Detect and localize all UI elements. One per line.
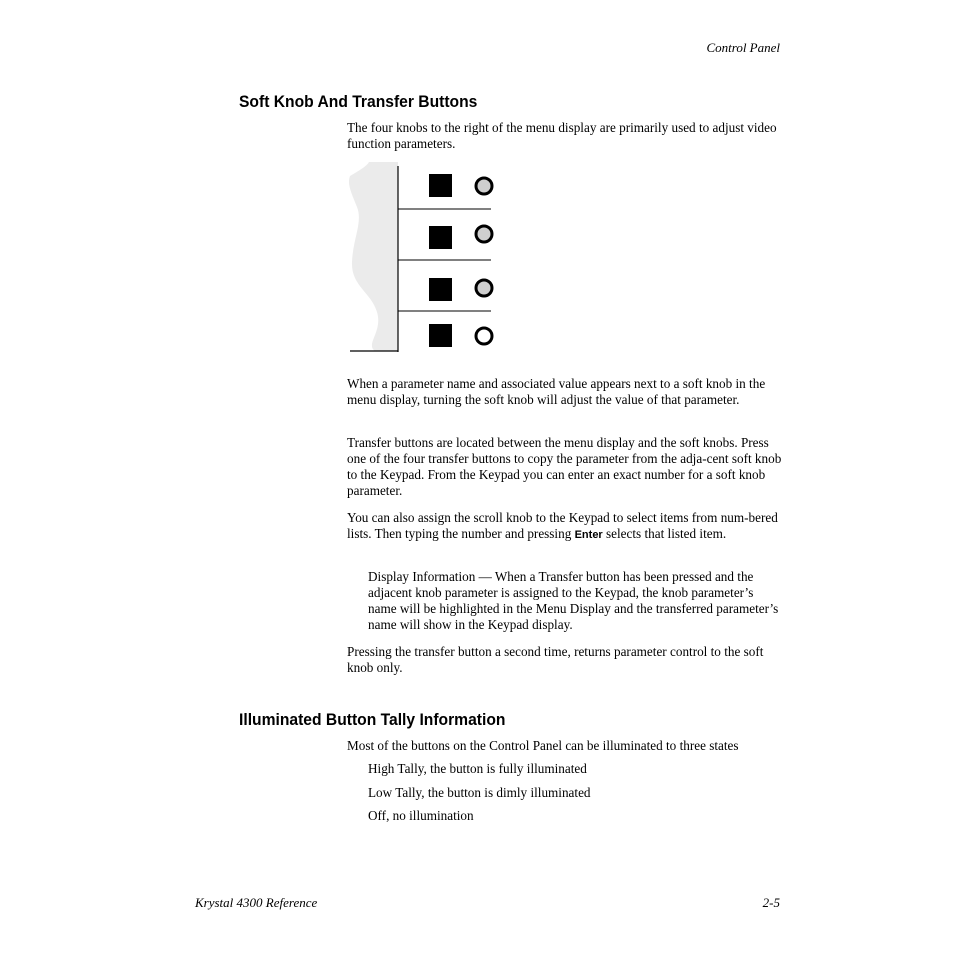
section-heading-soft-knob: Soft Knob And Transfer Buttons [239, 92, 478, 111]
transfer-button [429, 226, 452, 249]
page-number: 2-5 [762, 895, 780, 910]
enter-key-label: Enter [574, 529, 603, 541]
soft-knob-icon [476, 328, 492, 344]
scroll-knob-text-after: selects that listed item. [602, 526, 727, 541]
paragraph-transfer-buttons: Transfer buttons are located between the menu display and the soft knobs. Press one of the four transfer buttons to copy the parameter from the adja-cent soft knob to the Keypad. From the Keypad you can enter an exact number for a soft knob parameter. [347, 435, 782, 498]
display-information-note: Display Information — When a Transfer button has been pressed and the adjacent knob parameter is assigned to the Keypad, the knob parameter’s name will be highlighted in the Menu Display and the transferred parameter’s name will show in the Keypad display. [368, 569, 779, 632]
soft-knob-diagram [345, 162, 505, 356]
section-heading-tally: Illuminated Button Tally Information [239, 710, 506, 729]
transfer-button [429, 174, 452, 197]
scroll-knob-text-before: You can also assign the scroll knob to the Keypad to select items from num-bered lists. Then typing the number and pressing [347, 510, 778, 541]
soft-knob-icon [476, 280, 492, 296]
soft-knob-icon [476, 226, 492, 242]
tally-intro-paragraph: Most of the buttons on the Control Panel can be illuminated to three states [347, 738, 739, 753]
paragraph-soft-knob-adjust: When a parameter name and associated value appears next to a soft knob in the menu display, turning the soft knob will adjust the value of that parameter. [347, 376, 766, 407]
paragraph-second-press: Pressing the transfer button a second time, returns parameter control to the soft knob only. [347, 644, 764, 675]
tally-state-item: Low Tally, the button is dimly illuminated [368, 785, 591, 800]
soft-knob-icon [476, 178, 492, 194]
intro-paragraph: The four knobs to the right of the menu display are primarily used to adjust video function parameters. [347, 120, 777, 151]
transfer-button [429, 324, 452, 347]
menu-display-outline [349, 162, 398, 351]
tally-state-item: Off, no illumination [368, 808, 474, 823]
transfer-button [429, 278, 452, 301]
tally-state-item: High Tally, the button is fully illuminated [368, 761, 587, 776]
running-header: Control Panel [706, 40, 780, 55]
paragraph-scroll-knob [347, 510, 783, 543]
footer-title: Krystal 4300 Reference [195, 895, 318, 910]
